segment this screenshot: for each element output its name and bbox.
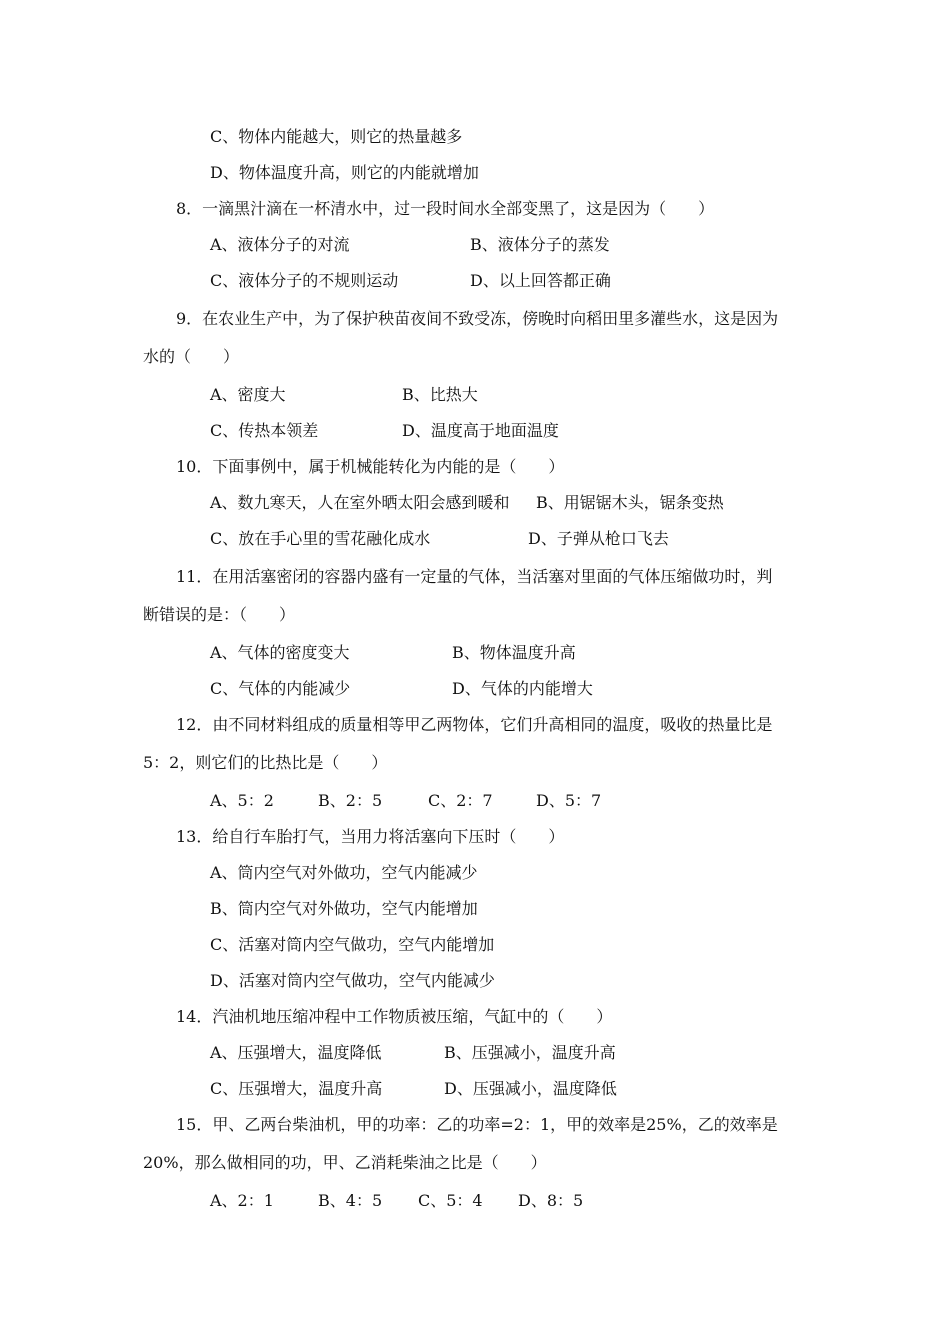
q7-option-d: D、物体温度升高，则它的内能就增加 <box>210 163 479 182</box>
q8-option-c: C、液体分子的不规则运动 <box>210 271 399 290</box>
q15-option-c: C、5：4 <box>418 1191 483 1210</box>
q12-option-d: D、5：7 <box>536 791 602 810</box>
q11-stem-line2: 断错误的是：（ ） <box>143 605 296 624</box>
q10-option-c: C、放在手心里的雪花融化成水 <box>210 529 431 548</box>
q14-option-d: D、压强减小，温度降低 <box>444 1079 617 1098</box>
q9-stem-line1: 9．在农业生产中，为了保护秧苗夜间不致受冻，傍晚时向稻田里多灌些水，这是因为 <box>176 309 779 328</box>
q11-option-a: A、气体的密度变大 <box>210 643 350 662</box>
q10-stem: 10．下面事例中，属于机械能转化为内能的是（ ） <box>176 457 565 476</box>
q11-option-c: C、气体的内能减少 <box>210 679 351 698</box>
q9-option-d: D、温度高于地面温度 <box>402 421 559 440</box>
q9-option-a: A、密度大 <box>210 385 286 404</box>
q9-stem-line2: 水的（ ） <box>143 347 240 366</box>
q13-option-d: D、活塞对筒内空气做功，空气内能减少 <box>210 971 495 990</box>
q15-stem-line1: 15．甲、乙两台柴油机，甲的功率：乙的功率=2：1，甲的效率是25%，乙的效率是 <box>176 1115 778 1134</box>
q10-option-d: D、子弹从枪口飞去 <box>528 529 669 548</box>
q8-option-b: B、液体分子的蒸发 <box>470 235 610 254</box>
q10-option-b: B、用锯锯木头，锯条变热 <box>536 493 724 512</box>
q13-option-c: C、活塞对筒内空气做功，空气内能增加 <box>210 935 495 954</box>
q7-option-c: C、物体内能越大，则它的热量越多 <box>210 127 463 146</box>
q13-option-b: B、筒内空气对外做功，空气内能增加 <box>210 899 478 918</box>
q14-option-c: C、压强增大，温度升高 <box>210 1079 383 1098</box>
q9-option-c: C、传热本领差 <box>210 421 319 440</box>
q8-option-d: D、以上回答都正确 <box>470 271 611 290</box>
q12-option-b: B、2：5 <box>318 791 383 810</box>
q13-stem: 13．给自行车胎打气，当用力将活塞向下压时（ ） <box>176 827 565 846</box>
q8-option-a: A、液体分子的对流 <box>210 235 350 254</box>
q10-option-a: A、数九寒天，人在室外晒太阳会感到暖和 <box>210 493 510 512</box>
q12-stem-line1: 12．由不同材料组成的质量相等甲乙两物体，它们升高相同的温度，吸收的热量比是 <box>176 715 773 734</box>
q12-option-a: A、5：2 <box>210 791 274 810</box>
q11-option-b: B、物体温度升高 <box>452 643 576 662</box>
q11-stem-line1: 11．在用活塞密闭的容器内盛有一定量的气体，当活塞对里面的气体压缩做功时，判 <box>176 567 773 586</box>
q15-stem-line2: 20%，那么做相同的功，甲、乙消耗柴油之比是（ ） <box>143 1153 547 1172</box>
q15-option-d: D、8：5 <box>518 1191 584 1210</box>
q8-stem: 8．一滴黑汁滴在一杯清水中，过一段时间水全部变黑了，这是因为（ ） <box>176 199 715 218</box>
q9-option-b: B、比热大 <box>402 385 478 404</box>
q15-option-b: B、4：5 <box>318 1191 383 1210</box>
q11-option-d: D、气体的内能增大 <box>452 679 593 698</box>
q15-option-a: A、2：1 <box>210 1191 274 1210</box>
q13-option-a: A、筒内空气对外做功，空气内能减少 <box>210 863 478 882</box>
q14-option-b: B、压强减小，温度升高 <box>444 1043 616 1062</box>
q12-stem-line2: 5：2，则它们的比热比是（ ） <box>143 753 388 772</box>
q14-stem: 14．汽油机地压缩冲程中工作物质被压缩，气缸中的（ ） <box>176 1007 613 1026</box>
q14-option-a: A、压强增大，温度降低 <box>210 1043 382 1062</box>
q12-option-c: C、2：7 <box>428 791 493 810</box>
